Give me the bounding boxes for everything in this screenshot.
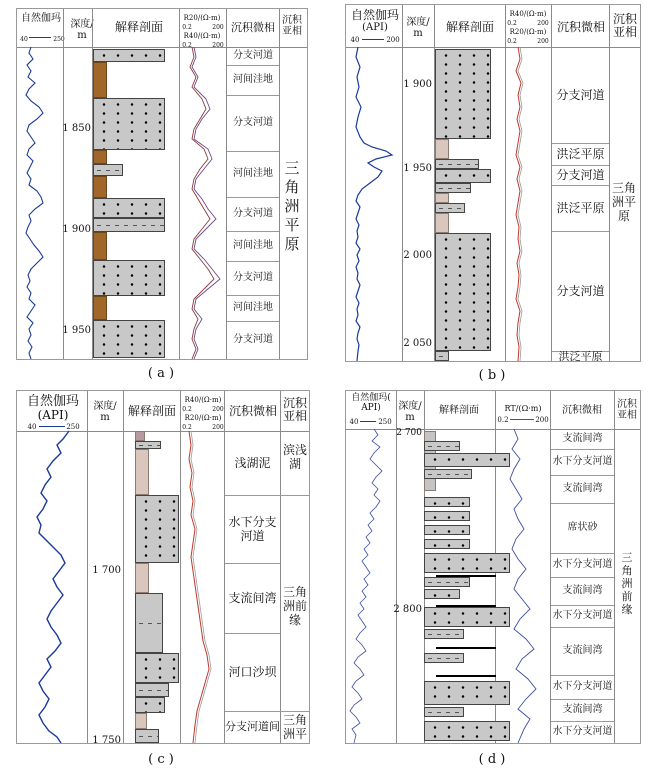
micro-title: 沉积微相 [231, 21, 275, 34]
res-range-2-left: 0.2 [507, 38, 517, 45]
res-range-2-right: 200 [212, 42, 224, 49]
resistivity-curves [506, 47, 552, 361]
depth-label: 2 800 [393, 604, 422, 615]
facies-label: 洪泛平原 [558, 350, 603, 362]
lithology-bed [135, 653, 179, 683]
facies-label: 分支河道 [233, 272, 273, 283]
subfacies-label: 三角洲平原 [284, 159, 300, 253]
depth-title: 深度/ m [406, 17, 430, 39]
lithology-bed [135, 683, 169, 697]
facies-label: 水下分支河道 [552, 726, 613, 737]
lithology-bed [93, 176, 107, 198]
lithology-bed [93, 150, 107, 164]
depth-label: 1 950 [403, 163, 432, 174]
lithology-bed [93, 260, 165, 296]
res-range-2-right: 200 [537, 38, 549, 45]
col-divider [396, 391, 397, 743]
facies-label: 分支河道间 [225, 720, 280, 733]
lithology-bed [435, 183, 471, 193]
depth-label: 2 050 [403, 338, 432, 349]
gr-range-left: 40 [20, 36, 28, 43]
resistivity-curve [496, 429, 550, 743]
res-label-2: R20/(Ω·m) [509, 28, 547, 36]
facies-label: 河间洼地 [233, 74, 273, 85]
facies-label: 河间洼地 [233, 302, 273, 313]
facies-label: 河间洼地 [233, 168, 273, 179]
depth-label: 1 900 [62, 224, 91, 235]
depth-label: 2 700 [396, 428, 422, 438]
res-range-1-left: 0.2 [507, 20, 517, 27]
res-range-1-left: 0.2 [182, 406, 192, 413]
lithology-bed [135, 593, 163, 653]
facies-label: 分支河道 [233, 117, 273, 128]
lithology-bed [435, 213, 449, 233]
subfacies-label: 三角 洲前 缘 [282, 585, 307, 627]
section-title: 解释剖面 [114, 20, 163, 34]
gr-title: 自然伽玛 [26, 394, 79, 409]
section-title: 解释剖面 [445, 20, 494, 34]
facies-label: 支流间湾 [562, 585, 603, 596]
lithology-bed [93, 198, 165, 218]
sub-title: 沉积 亚相 [612, 12, 637, 39]
gr-legend-line [360, 421, 376, 422]
depth-label: 1 900 [403, 79, 432, 90]
facies-label: 分支河道 [233, 208, 273, 219]
gr-legend-line [29, 37, 51, 38]
facies-label: 支流间湾 [562, 704, 603, 715]
micro-title: 沉积微相 [562, 405, 602, 416]
facies-label: 支流间湾 [562, 483, 603, 494]
lithology-bed [435, 193, 449, 203]
gr-range-right: 250 [66, 423, 80, 431]
gr-curve [17, 431, 87, 743]
facies-label: 分支河道 [556, 168, 605, 182]
subfacies-label: 三角洲前缘 [621, 551, 633, 616]
col-divider [614, 391, 615, 743]
lithology-bed [93, 62, 107, 98]
res-label-1: R40/(Ω·m) [184, 396, 222, 404]
lithology-bed [424, 525, 470, 535]
sub-title: 沉积 亚相 [282, 15, 302, 37]
marker-line [436, 675, 496, 677]
sub-title: 沉积 亚相 [617, 399, 637, 421]
facies-label: 水下分支河道 [552, 681, 613, 692]
gr-curve [346, 47, 402, 361]
depth-label: 1 850 [62, 123, 91, 134]
marker-line [436, 575, 496, 577]
res-label-2: R20/(Ω·m) [184, 414, 222, 422]
caption-b: ( b ) [478, 368, 506, 383]
caption-a: ( a ) [147, 366, 175, 381]
lithology-bed [435, 159, 479, 169]
lithology-bed [424, 441, 460, 451]
resistivity-curves [180, 47, 226, 359]
facies-label: 分支河道 [556, 284, 605, 298]
lithology-bed [435, 139, 449, 159]
panel-d [345, 390, 641, 744]
res-range-2-left: 0.2 [182, 42, 192, 49]
res-range-1-right: 200 [537, 20, 549, 27]
lithology-bed [135, 431, 145, 441]
marker-line [436, 647, 496, 649]
facies-label: 席状砂 [567, 522, 598, 533]
gr-curve [17, 47, 63, 359]
section-title: 解释剖面 [439, 405, 479, 416]
col-divider [280, 391, 281, 743]
depth-label: 1 750 [92, 735, 121, 744]
facies-label: 水下分支河道 [552, 610, 613, 621]
lithology-bed [424, 653, 464, 663]
res-label-2: R40/(Ω·m) [183, 32, 221, 40]
lithology-bed [424, 511, 470, 521]
lithology-bed [93, 164, 123, 176]
lithology-bed [424, 539, 470, 549]
res-range-1-left: 0.2 [497, 416, 509, 424]
facies-label: 浅湖泥 [234, 456, 271, 470]
col-divider [609, 5, 610, 361]
col-divider [123, 391, 124, 743]
subfacies-label: 滨浅 湖 [282, 443, 307, 471]
col-divider [279, 9, 280, 359]
lithology-bed [93, 320, 165, 358]
depth-label: 1 950 [62, 325, 91, 336]
lithology-bed [435, 49, 491, 139]
gr-range-right: 200 [386, 36, 400, 44]
subfacies-label: 三角 洲平 [282, 713, 307, 741]
lithology-bed [93, 98, 165, 150]
lithology-bed [135, 449, 149, 495]
lithology-bed [424, 589, 460, 599]
lithology-bed [93, 49, 165, 62]
lithology-bed [424, 629, 464, 639]
res-label-1: R40/(Ω·m) [509, 10, 547, 18]
lithology-bed [135, 563, 149, 593]
res-legend-line [510, 419, 534, 420]
gr-unit: API) [361, 403, 381, 413]
lithology-bed [424, 577, 470, 587]
micro-title: 沉积微相 [228, 404, 277, 418]
lithology-bed [424, 497, 470, 507]
lithology-bed [424, 469, 472, 479]
facies-label: 水下分支 河道 [228, 515, 277, 543]
lithology-bed [435, 351, 449, 361]
lithology-bed [135, 729, 159, 743]
gr-range-left: 40 [27, 423, 37, 431]
gr-range-right: 250 [53, 36, 65, 43]
depth-title: 深度/ m [70, 19, 94, 41]
facies-label: 支流间湾 [228, 591, 277, 605]
gr-legend-line [362, 39, 384, 40]
col-divider [63, 9, 64, 359]
depth-title: 深度/ m [93, 401, 117, 423]
caption-d: ( d ) [478, 752, 506, 767]
facies-label: 分支河道 [556, 88, 605, 102]
facies-label: 支流间湾 [562, 645, 603, 656]
gr-unit: (API) [37, 408, 69, 422]
lithology-bed [93, 218, 165, 232]
depth-label: 1 700 [92, 565, 121, 576]
res-range-1-right: 200 [212, 406, 224, 413]
caption-c: ( c ) [148, 752, 174, 767]
marker-line [436, 605, 496, 607]
facies-label: 分支河道 [233, 334, 273, 345]
subfacies-label: 三角洲平原 [612, 181, 637, 223]
lithology-bed [93, 232, 107, 260]
facies-label: 洪泛平原 [556, 201, 605, 215]
gr-range-left: 40 [349, 418, 359, 426]
lithology-bed [135, 495, 179, 563]
res-label-1: R20/(Ω·m) [183, 14, 221, 22]
gr-unit: (API) [362, 22, 388, 33]
facies-label: 河口沙坝 [228, 665, 277, 679]
facies-label: 水下分支河道 [552, 559, 613, 570]
res-range-1-right: 200 [535, 416, 549, 424]
facies-label: 支流间湾 [562, 433, 603, 444]
res-range-2-left: 0.2 [182, 424, 192, 431]
panel-b [345, 4, 641, 362]
micro-title: 沉积微相 [556, 20, 605, 34]
lithology-bed [135, 713, 147, 729]
lithology-bed [435, 169, 491, 183]
lithology-bed [424, 707, 464, 717]
res-label-1: RT/(Ω·m) [504, 404, 542, 413]
lithology-bed [435, 203, 465, 213]
depth-title: 深度/ m [398, 401, 422, 423]
gr-title: 自然伽玛( [351, 393, 391, 403]
facies-label: 水下分支河道 [552, 456, 613, 467]
res-range-1-right: 200 [212, 24, 224, 31]
panel-c [16, 390, 310, 744]
panel-a [16, 8, 308, 360]
lithology-bed [93, 296, 107, 320]
res-range-2-right: 200 [212, 424, 224, 431]
gr-title: 自然伽玛 [21, 13, 61, 24]
facies-label: 分支河道 [233, 50, 273, 61]
lithology-bed [435, 233, 491, 351]
facies-label: 洪泛平原 [556, 147, 605, 161]
gr-curve [346, 429, 396, 743]
gr-legend-line [39, 426, 65, 427]
facies-label: 河间洼地 [233, 240, 273, 251]
sub-title: 沉积 亚相 [282, 396, 307, 423]
gr-title: 自然伽玛 [350, 8, 399, 22]
lithology-bed [135, 697, 165, 713]
gr-range-left: 40 [350, 36, 360, 44]
col-divider [402, 5, 403, 361]
resistivity-curves [181, 431, 225, 743]
depth-label: 2 000 [403, 250, 432, 261]
gr-range-right: 250 [378, 418, 392, 426]
section-title: 解释剖面 [127, 404, 176, 418]
res-range-1-left: 0.2 [182, 24, 192, 31]
lithology-bed [135, 441, 161, 449]
